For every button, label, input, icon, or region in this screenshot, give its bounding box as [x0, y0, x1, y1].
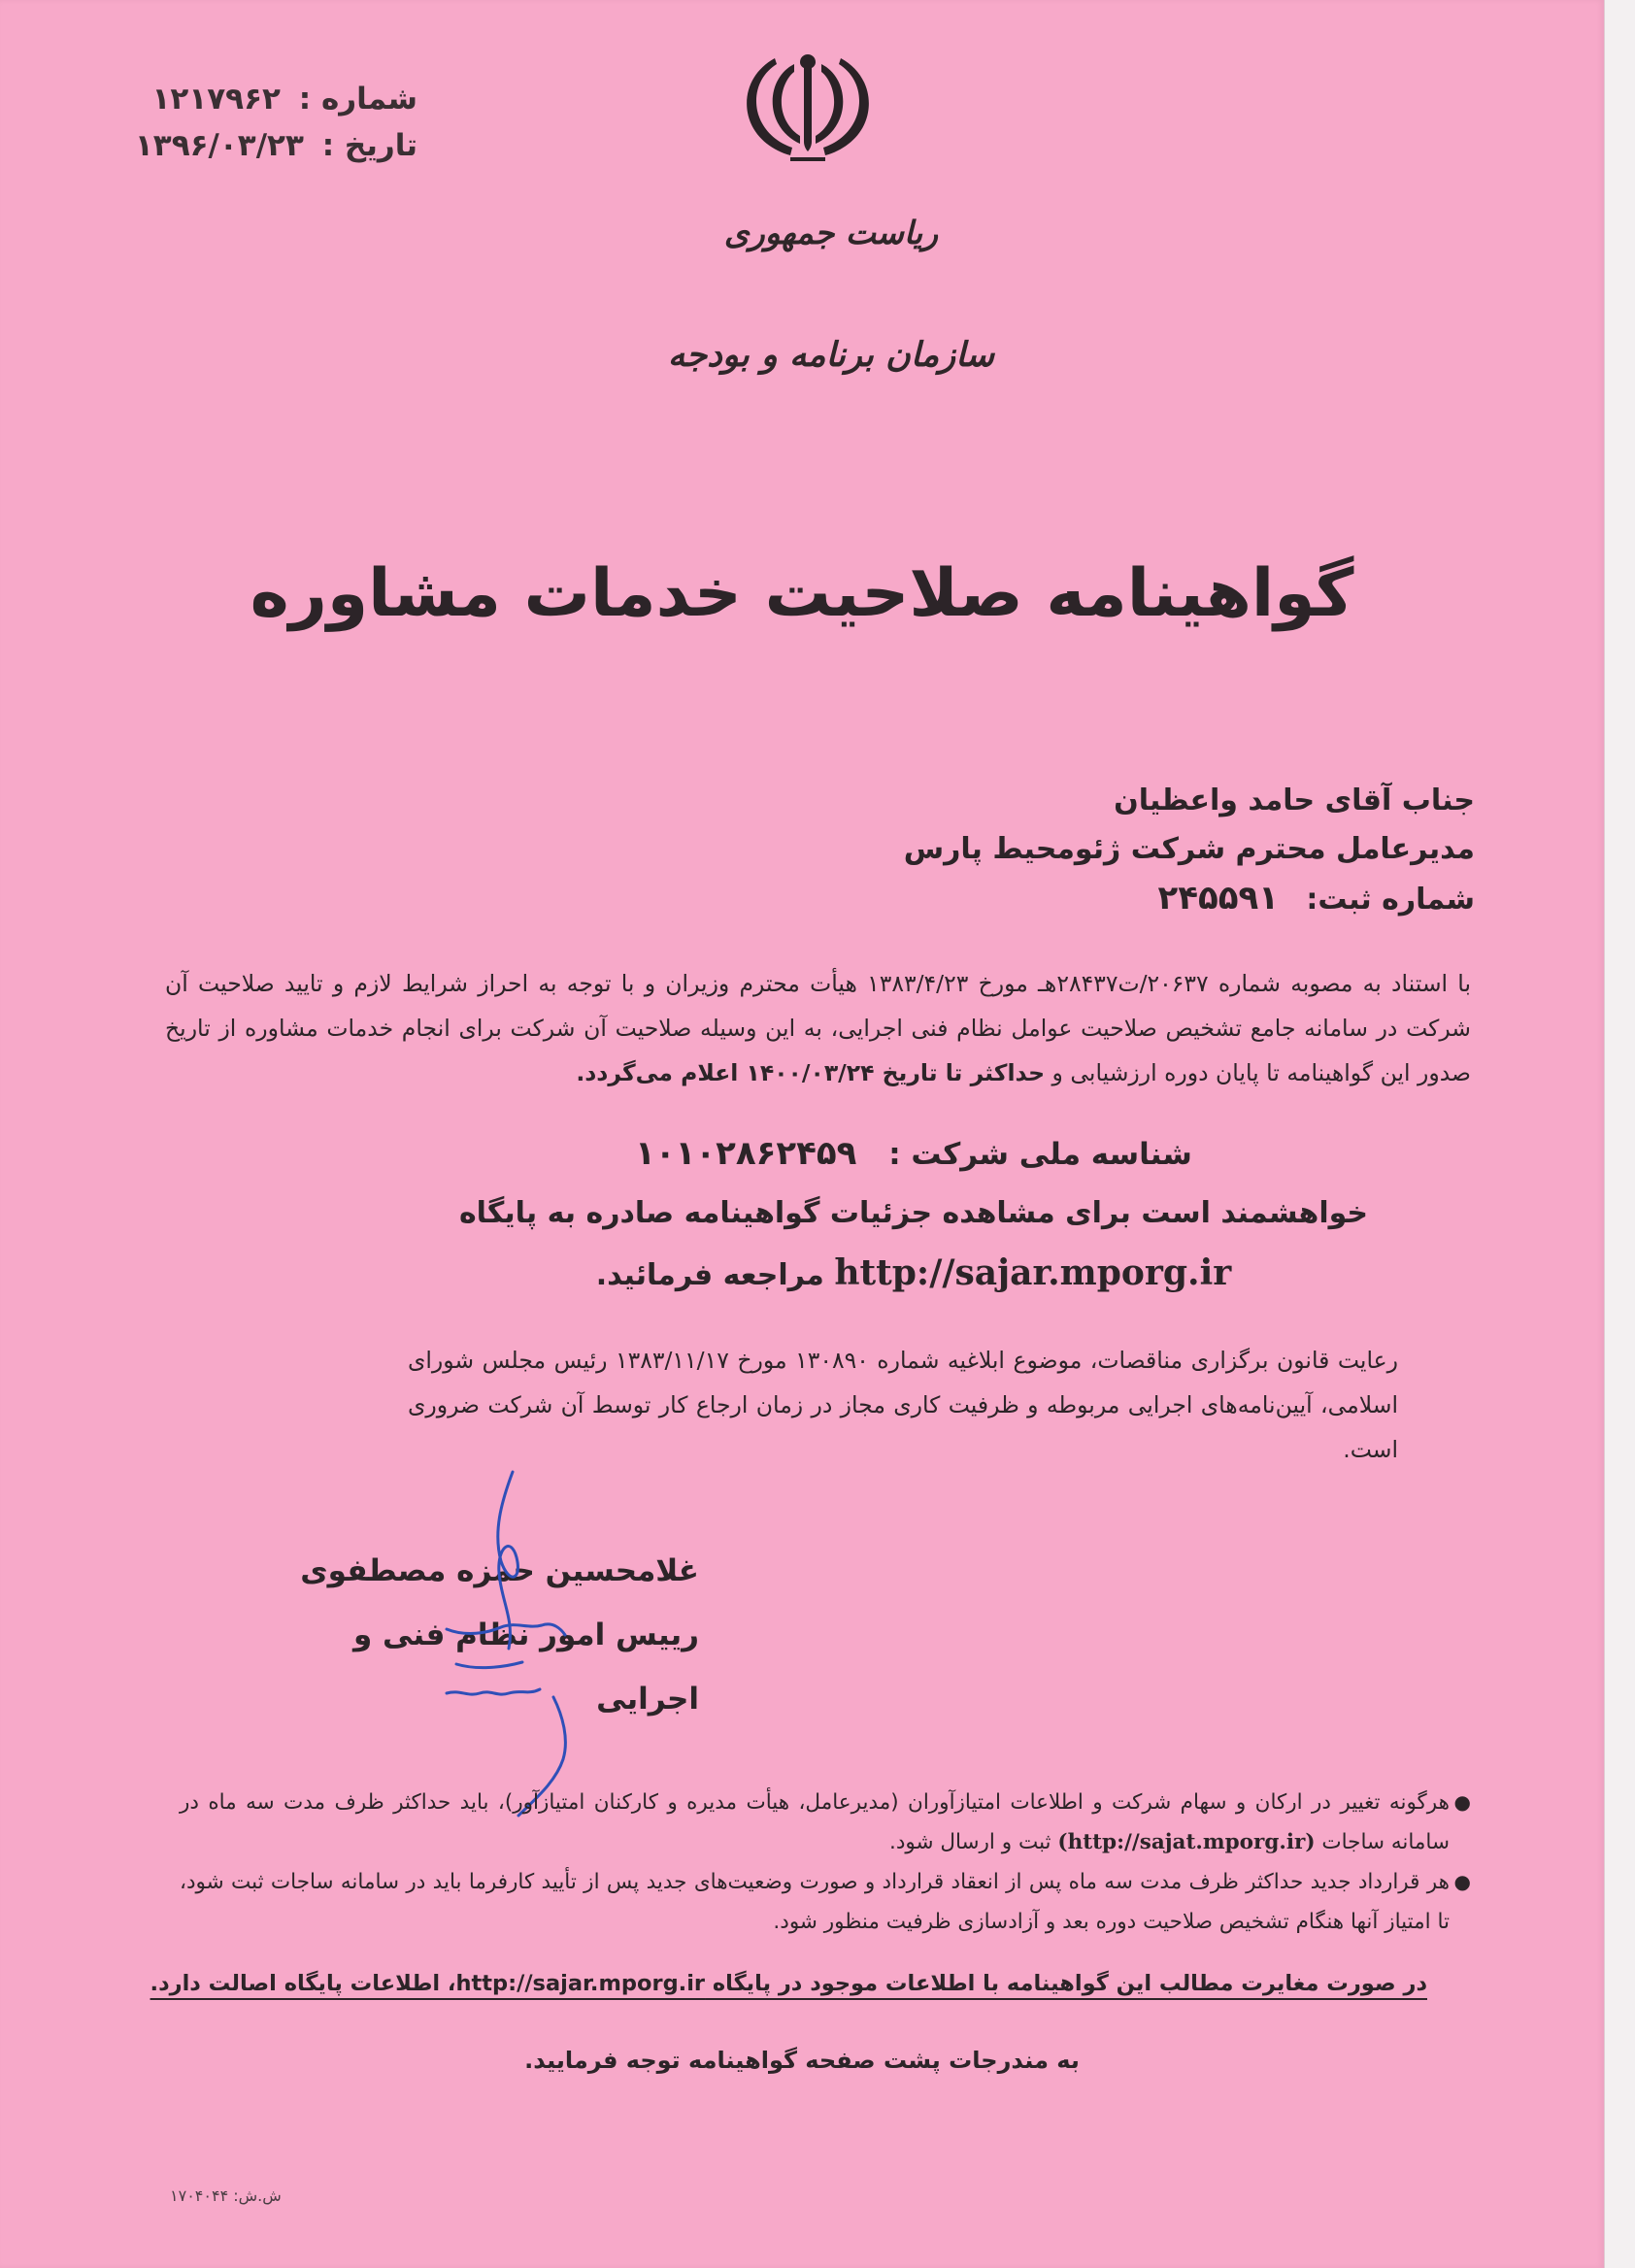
note-bullet-icon: ●	[1453, 1790, 1471, 1814]
note-text-end: ثبت و ارسال شود.	[889, 1830, 1051, 1854]
note-item	[180, 1783, 1471, 1862]
national-id-label: شناسه ملی شرکت :	[888, 1137, 1192, 1172]
signer-title: رییس امور نظام فنی و اجرایی	[352, 1618, 699, 1717]
presidency-heading: ریاست جمهوری	[723, 214, 939, 251]
note-text: هر قرارداد جدید حداکثر ظرف مدت سه ماه پس از انعقاد قرارداد و صورت وضعیت‌های جدید پس از تأیید کارفرما باید در سامانه ساجات ثبت شود، تا امتیاز آنها هنگام تشخیص صلاحیت دوره بعد و آزادسازی ظرفیت منظور شود.	[180, 1870, 1450, 1934]
approval-paragraph	[165, 961, 1471, 1095]
registration-row	[601, 874, 1475, 924]
form-code: ش.ش: ۱۷۰۴۰۴۴	[170, 2186, 282, 2205]
iran-emblem-icon	[736, 49, 880, 165]
tender-law-paragraph: رعایت قانون برگزاری مناقصات، موضوع ابلاغیه شماره ۱۳۰۸۹۰ مورخ ۱۳۸۳/۱۱/۱۷ رئیس مجلس شورای اسلامی، آیین‌نامه‌های اجرایی مربوطه و ظرفیت کاری مجاز در زمان ارجاع کار توسط آن شرکت ضروری است.	[408, 1347, 1399, 1463]
validity-date-text: حداکثر تا تاریخ ۱۴۰۰/۰۳/۲۴ اعلام می‌گردد.	[576, 1059, 1046, 1086]
reference-number-label: شماره :	[298, 82, 417, 117]
reference-number-row	[126, 76, 417, 122]
refer-text: مراجعه فرمائید.	[595, 1258, 824, 1292]
note-text: هرگونه تغییر در ارکان و سهام شرکت و اطلاعات امتیازآوران (مدیرعامل، هیأت مدیره و کارکنان امتیازآور)، باید حداکثر ظرف مدت سه ماه در سامانه ساجات	[180, 1790, 1450, 1854]
handwritten-signature	[408, 1464, 612, 1823]
sajat-site-link[interactable]: (http://sajat.mporg.ir)	[1057, 1830, 1316, 1854]
national-id-value: ۱۰۱۰۲۸۶۲۴۵۹	[635, 1134, 857, 1173]
sajar-site-link[interactable]: http://sajar.mporg.ir	[834, 1252, 1232, 1293]
registration-number: ۲۴۵۵۹۱	[1157, 879, 1279, 917]
note-bullet-icon: ●	[1453, 1870, 1471, 1893]
addressee-name: جناب آقای حامد واعظیان	[1114, 784, 1475, 817]
addressee-block	[601, 777, 1475, 924]
site-reference-row	[112, 1252, 1635, 1293]
approval-text: با استناد به مصوبه شماره ۲۰۶۳۷/ت۲۸۴۳۷هـ مورخ ۱۳۸۳/۴/۲۳ هیأت محترم وزیران و با توجه به احراز شرایط لازم و تایید صلاحیت آن شرکت در سامانه جامع تشخیص صلاحیت عوامل نظام فنی اجرایی، به این وسیله صلاحیت آن شرکت برای انجام خدمات مشاوره از تاریخ صدور این گواهینامه تا پایان دوره ارزشیابی و	[165, 970, 1472, 1086]
organization-heading: سازمان برنامه و بودجه	[667, 335, 995, 375]
reference-date-label: تاریخ :	[321, 128, 417, 163]
notes-list	[180, 1783, 1471, 1942]
reference-date-value: ۱۳۹۶/۰۳/۲۳	[134, 128, 304, 163]
see-back-instruction: به مندرجات پشت صفحه گواهینامه توجه فرمایید.	[524, 2047, 1080, 2074]
signer-name: غلامحسین حمزه مصطفوی	[300, 1553, 699, 1588]
validity-warning: در صورت مغایرت مطالب این گواهینامه با اطلاعات موجود در پایگاه http://sajar.mporg.ir، اطلاعات پایگاه اصالت دارد.	[150, 1971, 1427, 1996]
reference-block	[126, 76, 417, 169]
details-instruction: خواهشمند است برای مشاهده جزئیات گواهینامه صادره به پایگاه	[458, 1196, 1369, 1230]
reference-date-row	[126, 122, 417, 169]
note-item	[180, 1862, 1471, 1942]
certificate-title: گواهینامه صلاحیت خدمات مشاوره	[250, 555, 1354, 632]
national-id-row	[112, 1134, 1635, 1173]
reference-number-value: ۱۲۱۷۹۶۲	[151, 82, 281, 117]
registration-label: شماره ثبت:	[1306, 883, 1475, 917]
addressee-position: مدیرعامل محترم شرکت ژئومحیط پارس	[903, 832, 1475, 866]
